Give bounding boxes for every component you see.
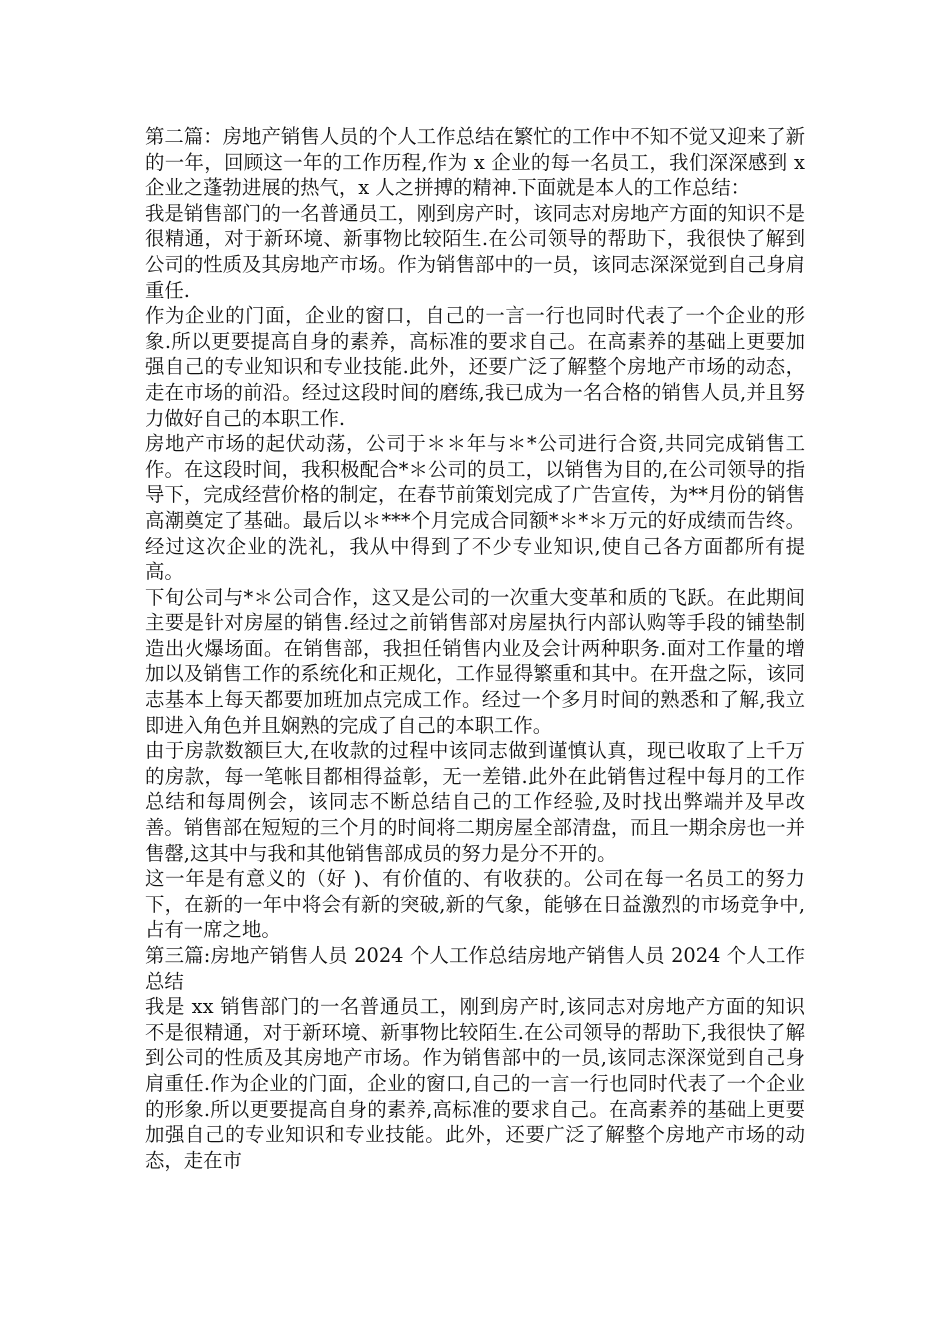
paragraph-cooperation: 下旬公司与*＊公司合作，这又是公司的一次重大变革和质的飞跃。在此期间主要是针对房屋的销售.经过之前销售部对房屋执行内部认购等手段的铺垫制造出火爆场面。在销售部，我担任销售内业及会计两种职务.面对工作量的增加以及销售工作的系统化和正规化，工作显得繁重和其中。在开盘之际，该同志基本上每天都要加班加点完成工作。经过一个多月时间的熟悉和了解,我立即进入角色并且娴熟的完成了自己的本职工作。 — [145, 585, 805, 737]
paragraph-part3-body: 我是 xx 销售部门的一名普通员工，刚到房产时,该同志对房地产方面的知识不是很精通，对于新环境、新事物比较陌生.在公司领导的帮助下,我很快了解到公司的性质及其房地产市场。作为销售部中的一员,该同志深深觉到自己身肩重任.作为企业的门面，企业的窗口,自己的一言一行也同时代表了一个企业的形象.所以更要提高自身的素养,高标准的要求自己。在高素养的基础上更要加强自己的专业知识和专业技能。此外，还要广泛了解整个房地产市场的动态，走在市 — [145, 995, 805, 1172]
paragraph-joint-venture: 房地产市场的起伏动荡，公司于＊＊年与＊*公司进行合资,共同完成销售工作。在这段时间，我积极配合*＊公司的员工，以销售为目的,在公司领导的指导下，完成经营价格的制定，在春节前策划完成了广告宣传，为**月份的销售高潮奠定了基础。最后以＊***个月完成合同额*＊*＊万元的好成绩而告终。经过这次企业的洗礼，我从中得到了不少专业知识,使自己各方面都所有提高。 — [145, 432, 805, 584]
document-body — [145, 124, 805, 1173]
paragraph-payments: 由于房款数额巨大,在收款的过程中该同志做到谨慎认真，现已收取了上千万的房款，每一笔帐目都相得益彰，无一差错.此外在此销售过程中每月的工作总结和每周例会，该同志不断总结自己的工作经验,及时找出弊端并及早改善。销售部在短短的三个月的时间将二期房屋全部清盘，而且一期余房也一并售罄,这其中与我和其他销售部成员的努力是分不开的。 — [145, 739, 805, 865]
paragraph-part3-title: 第三篇:房地产销售人员 2024 个人工作总结房地产销售人员 2024 个人工作总结 — [145, 944, 805, 993]
paragraph-company-image: 作为企业的门面，企业的窗口，自己的一言一行也同时代表了一个企业的形象.所以更要提高自身的素养，高标准的要求自己。在高素养的基础上更要加强自己的专业知识和专业技能.此外，还要广泛了解整个房地产市场的动态，走在市场的前沿。经过这段时间的磨练,我已成为一名合格的销售人员,并且努力做好自己的本职工作. — [145, 304, 805, 430]
paragraph-new-employee: 我是销售部门的一名普通员工，刚到房产时，该同志对房地产方面的知识不是很精通，对于新环境、新事物比较陌生.在公司领导的帮助下，我很快了解到公司的性质及其房地产市场。作为销售部中的一员，该同志深深觉到自己身肩重任. — [145, 201, 805, 302]
paragraph-meaningful-year: 这一年是有意义的（好 )、有价值的、有收获的。公司在每一名员工的努力下，在新的一年中将会有新的突破,新的气象，能够在日益激烈的市场竞争中,占有一席之地。 — [145, 867, 805, 942]
paragraph-part2-intro: 第二篇：房地产销售人员的个人工作总结在繁忙的工作中不知不觉又迎来了新的一年，回顾这一年的工作历程,作为 x 企业的每一名员工，我们深深感到 x 企业之蓬勃进展的热气，x 人之拼搏的精神.下面就是本人的工作总结： — [145, 125, 805, 200]
